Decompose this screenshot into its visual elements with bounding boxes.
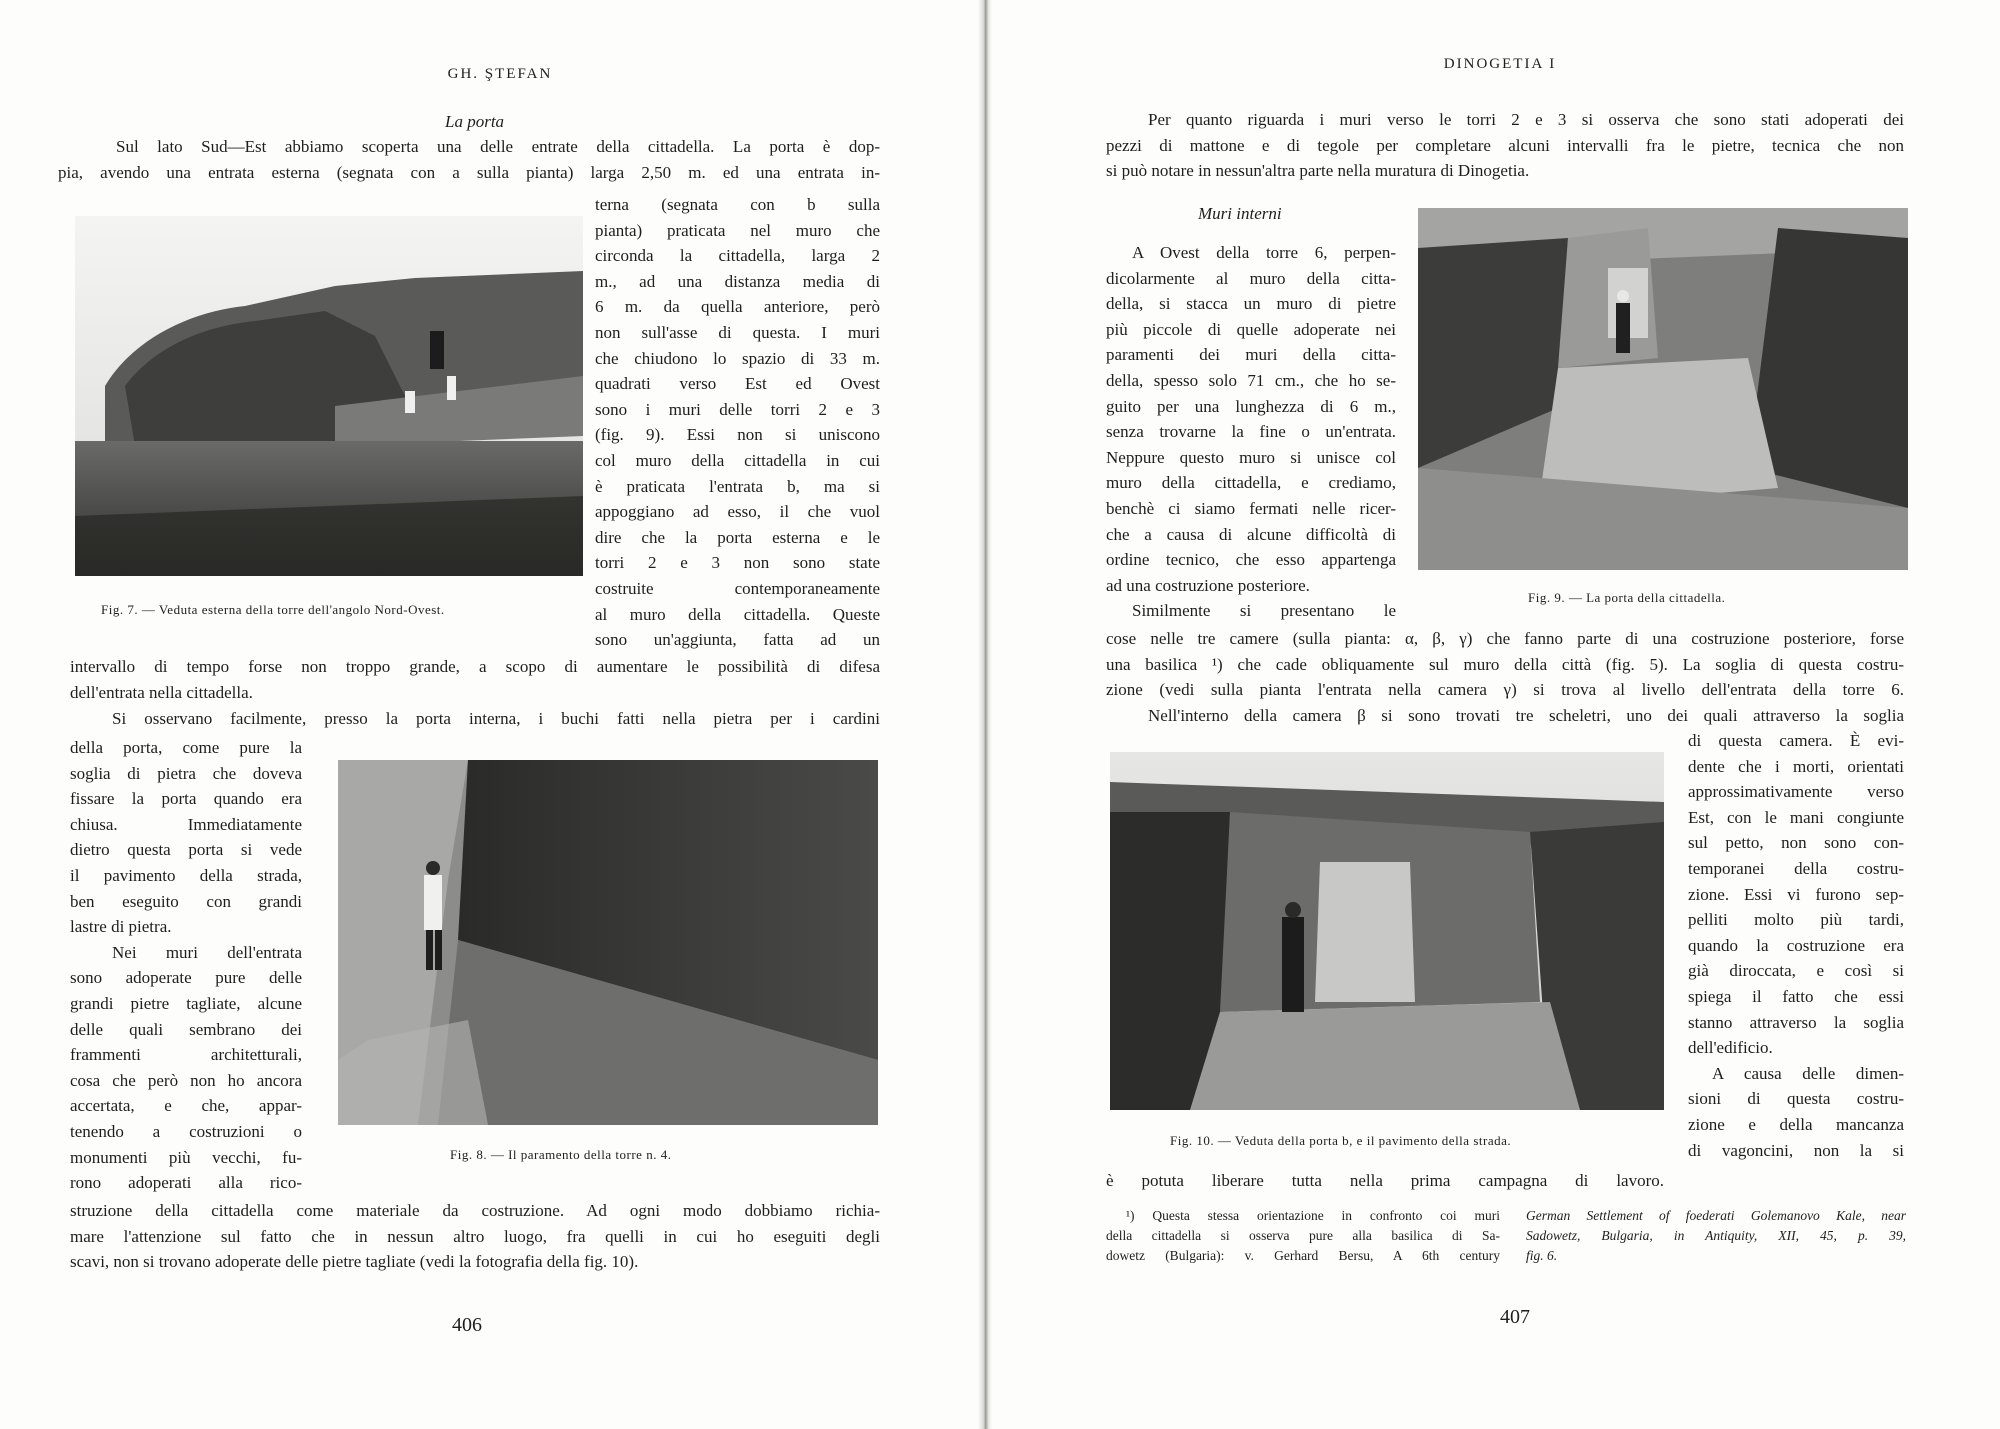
para2-first-line: Si osservano facilmente, presso la porta interna, i buchi fatti nella pietra per i cardini xyxy=(112,709,880,728)
fig8-caption: Fig. 8. — Il paramento della torre n. 4. xyxy=(450,1147,672,1162)
running-head-left: GH. ŞTEFAN xyxy=(447,66,553,82)
side-column-text: terna (segnata con b sulla pianta) praticata nel muro che circonda la cittadella, larga 2 m., ad una distanza media di 6 m. da quella anteriore, però non sull'asse di questa. I muri che chiudono lo spazio di 33 m. quadrati verso Est ed Ovest sono i muri delle torri 2 e 3 (fig. 9). Essi non si uniscono col muro della cittadella in cui è praticata l'entrata b, ma si appoggiano ad esso, il che vuol dire che la porta esterna e le torri 2 e 3 non sono state costruite contemporaneamente al muro della cittadella. Queste sono un'aggiunta, fatta ad un xyxy=(595,195,880,650)
fig8-photo xyxy=(338,760,878,1125)
fig7-photo xyxy=(75,216,583,576)
right-para1: Per quanto riguarda i muri verso le torri 2 e 3 si osserva che sono stati adoperati dei pezzi di mattone e di tegole per completare alcuni intervalli fra le pietre, tecnica che non si può notare in nessun'altra parte nella muratura di Dinogetia. xyxy=(1106,110,1904,181)
para1-top: Sul lato Sud—Est abbiamo scoperta una delle entrate della cittadella. La porta è dop- pia, avendo una entrata esterna (segnata con a sulla pianta) larga 2,50 m. ed una entrata in- xyxy=(58,137,880,182)
right-last-line: è potuta liberare tutta nella prima campagna di lavoro. xyxy=(1106,1171,1664,1190)
footnote-left-column: ¹) Questa stessa orientazione in confronto coi muri della cittadella si osserva pure alla basilica di Sa- dowetz (Bulgaria): v. Gerhard Bersu, A 6th century xyxy=(1106,1208,1500,1263)
fig9-caption: Fig. 9. — La porta della cittadella. xyxy=(1528,590,1726,605)
running-head-right: DINOGETIA I xyxy=(1443,56,1557,72)
section-heading-muri-interni: Muri interni xyxy=(1198,204,1282,223)
section-heading-la-porta: La porta xyxy=(445,112,505,131)
fig10-photo xyxy=(1110,752,1664,1110)
right-column-text: A Ovest della torre 6, perpen- dicolarmente al muro della citta- della, si stacca un muro di pietre più piccole di quelle adoperate nei paramenti dei muri della citta- della, spesso solo 71 cm., che ho se- guito per una lunghezza di 6 m., senza trovarne la fine o un'entrata. Neppure questo muro si unisce col muro della cittadella, e crediamo, benchè ci siamo fermati nelle ricer- che a causa di alcune difficoltà di ordine tecnico, che esso appartenga ad una costruzione posteriore. Similmente si presentano le xyxy=(1106,243,1396,621)
page-number-left: 406 xyxy=(452,1314,482,1336)
narrow-column-text: della porta, come pure la soglia di pietra che doveva fissare la porta quando era chiusa. Immediatamente dietro questa porta si vede il pavimento della strada, ben eseguito con grandi lastre di pietra. Nei muri dell'entrata sono adoperate pure delle grandi pietre tagliate, alcune delle quali sembrano dei frammenti architetturali, cosa che però non ho ancora accertata, e che, appar- tenendo a costruzioni o monumenti più vecchi, fu- rono adoperati alla rico- xyxy=(70,738,302,1193)
fig7-caption: Fig. 7. — Veduta esterna della torre dell'angolo Nord-Ovest. xyxy=(101,602,445,617)
fig10-caption: Fig. 10. — Veduta della porta b, e il pavimento della strada. xyxy=(1170,1133,1512,1148)
para3-end: struzione della cittadella come materiale da costruzione. Ad ogni modo dobbiamo richia- mare l'attenzione sul fatto che in nessun altro luogo, fra quelli in cui ho eseguiti degli scavi, non si trovano adoperate delle pietre tagliate (vedi la fotografia della fig. 10). xyxy=(70,1201,880,1272)
right-side-column-text: di questa camera. È evi- dente che i morti, orientati approssimativamente verso Est, con le mani congiunte sul petto, non sono con- temporanei della costru- zione. Essi vi furono sep- pelliti molto più tardi, quando la costruzione era già diroccata, e così si spiega il fatto che essi stanno attraverso la soglia dell'edificio. A causa delle dimen- sioni di questa costru- zione e della mancanza di vagoncini, non la si xyxy=(1688,731,1904,1160)
footnote-right-column: German Settlement of foederati Golemanovo Kale, near Sadowetz, Bulgaria, in Antiquity, XII, 45, p. 39, fig. 6. xyxy=(1526,1208,1906,1263)
book-gutter xyxy=(978,0,992,1429)
fig9-photo xyxy=(1418,208,1908,570)
right-full-lines: cose nelle tre camere (sulla pianta: α, β, γ) che fanno parte di una costruzione posteriore, forse una basilica ¹) che cade obliquamente sul muro della città (fig. 5). La soglia di questa costru- zione (vedi sulla pianta l'entrata nella camera γ) si trova al livello dell'entrata della torre 6. Nell'interno della camera β si sono trovati tre scheletri, uno dei quali attraverso la soglia xyxy=(1106,629,1904,725)
para1-end: intervallo di tempo forse non troppo grande, a scopo di aumentare le possibilità di difesa dell'entrata nella cittadella. xyxy=(70,657,880,702)
page-number-right: 407 xyxy=(1500,1306,1530,1328)
